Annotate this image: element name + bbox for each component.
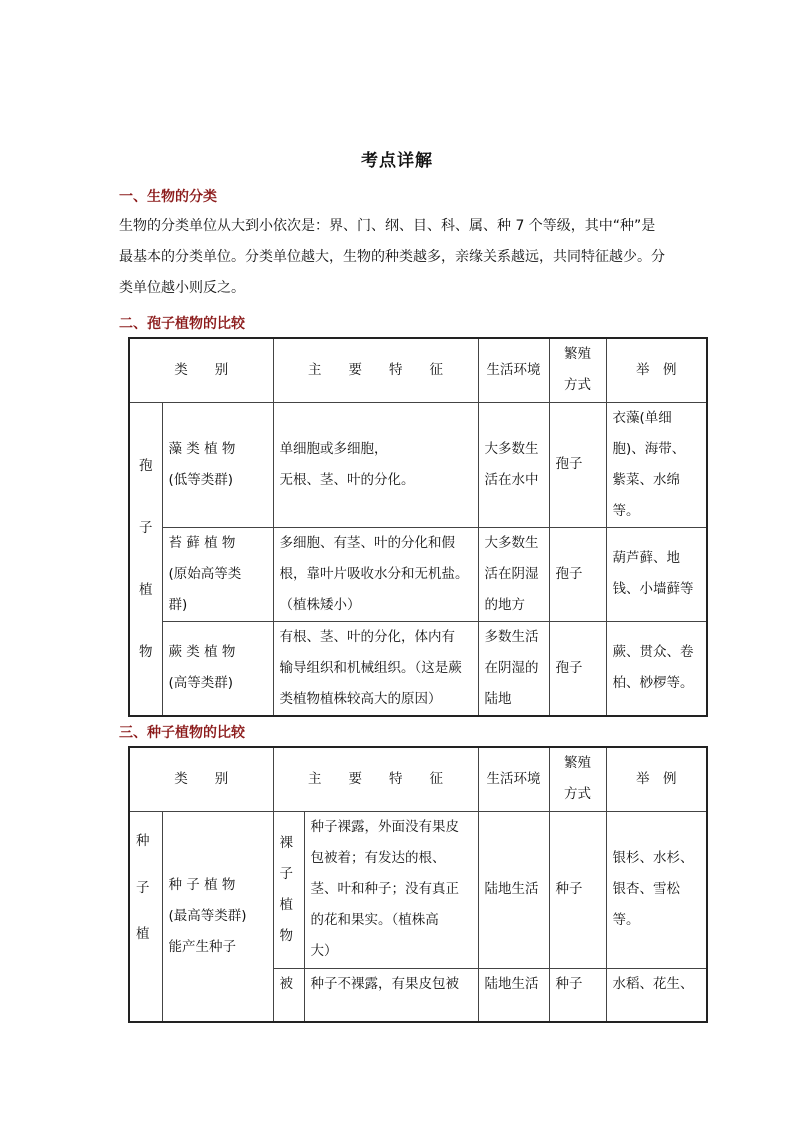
intro-line: 类单位越小则反之。 (119, 280, 245, 296)
table-row (129, 811, 707, 968)
features-line: 根，靠叶片吸收水分和无机盐。 (279, 565, 469, 582)
examples-line: 银杉、水杉、 (612, 850, 694, 866)
habitat-cell (478, 527, 549, 621)
reproduction-cell: 种子 (549, 968, 606, 1022)
plant-type-cell (162, 527, 273, 621)
group-char: 子 (139, 519, 153, 536)
features-line: （植株矮小） (279, 596, 361, 613)
table-row (129, 402, 707, 527)
features-cell (273, 527, 478, 621)
habitat-line: 的地方 (484, 596, 525, 613)
plant-type-note: (原始高等类 (168, 565, 242, 582)
plant-type-name: 苔 藓 植 物 (168, 534, 236, 551)
features-cell (273, 621, 478, 716)
features-line: 种子裸露，外面没有果皮 (310, 819, 459, 835)
group-char: 物 (139, 643, 153, 660)
header-examples: 举 例 (606, 338, 707, 402)
group-char: 植 (136, 925, 150, 942)
group-char: 孢 (139, 457, 153, 474)
header-examples: 举 例 (606, 747, 707, 811)
habitat-cell (478, 402, 549, 527)
features-line: 茎、叶和种子；没有真正 (310, 881, 459, 897)
plant-type-cell (162, 402, 273, 527)
section-heading-classification: 一、生物的分类 (119, 189, 217, 205)
examples-cell (606, 527, 707, 621)
subgroup-cell (273, 811, 304, 968)
habitat-line: 陆地 (484, 690, 512, 707)
header-reproduction-line: 繁殖 (564, 755, 591, 772)
plant-type-note: 能产生种子 (168, 938, 236, 955)
plant-type-cell (162, 621, 273, 716)
habitat-line: 在阴湿的 (484, 659, 539, 676)
examples-cell (606, 402, 707, 527)
header-reproduction (549, 338, 606, 402)
examples-line: 蕨、贯众、卷 (612, 644, 694, 660)
plant-type-note: (高等类群) (168, 675, 234, 691)
habitat-cell: 陆地生活 (478, 811, 549, 968)
plant-type-note: (低等类群) (168, 471, 234, 488)
features-cell (304, 811, 478, 968)
habitat-cell (478, 621, 549, 716)
header-category: 类 别 (129, 747, 273, 811)
header-reproduction-line: 方式 (564, 786, 591, 803)
examples-cell (606, 811, 707, 968)
group-char: 子 (136, 879, 150, 896)
plant-type-note: 群) (168, 596, 188, 613)
reproduction-cell: 种子 (549, 811, 606, 968)
features-line: 大） (310, 943, 338, 959)
plant-type-name: 种 子 植 物 (168, 876, 236, 893)
group-char: 种 (136, 832, 150, 849)
habitat-line: 大多数生 (484, 440, 539, 457)
features-line: 有根、茎、叶的分化，体内有 (279, 628, 455, 645)
intro-paragraph (119, 211, 679, 304)
subgroup-cell: 被 (273, 968, 304, 1022)
features-line: 多细胞、有茎、叶的分化和假 (279, 534, 455, 551)
reproduction-cell: 孢子 (549, 527, 606, 621)
subgroup-char: 植 (279, 896, 293, 913)
examples-line: 胞)、海带、 (612, 440, 686, 457)
habitat-cell: 陆地生活 (478, 968, 549, 1022)
examples-cell: 水稻、花生、 (606, 968, 707, 1022)
features-line: 类植物植株较高大的原因） (279, 690, 442, 707)
examples-cell (606, 621, 707, 716)
table-header-row (129, 747, 707, 811)
features-line: 的花和果实。（植株高 (310, 912, 439, 928)
intro-line: 最基本的分类单位。分类单位越大，生物的种类越多，亲缘关系越远，共同特征越少。分 (119, 249, 665, 265)
section-heading-seed-plants: 三、种子植物的比较 (119, 725, 245, 741)
features-line: 无根、茎、叶的分化。 (279, 471, 415, 488)
table-header-row (129, 338, 707, 402)
examples-line: 衣藻(单细 (612, 409, 672, 426)
examples-line: 葫芦藓、地 (612, 550, 680, 566)
seed-group-label (129, 811, 162, 1022)
intro-line: 生物的分类单位从大到小依次是：界、门、纲、目、科、属、种 7 个等级，其中“种”是 (119, 218, 656, 234)
habitat-line: 大多数生 (484, 534, 539, 551)
page-title: 考点详解 (361, 151, 433, 171)
reproduction-cell: 孢子 (549, 402, 606, 527)
seed-plant-table (128, 746, 708, 1023)
table-row (129, 527, 707, 621)
habitat-line: 多数生活 (484, 628, 539, 645)
header-habitat: 生活环境 (478, 747, 549, 811)
reproduction-cell: 孢子 (549, 621, 606, 716)
examples-line: 银杏、雪松 (612, 881, 680, 897)
features-line: 输导组织和机械组织。（这是蕨 (279, 659, 462, 676)
examples-line: 柏、桫椤等。 (612, 675, 694, 691)
plant-type-name: 蕨 类 植 物 (168, 644, 236, 660)
spore-group-label (129, 402, 162, 716)
plant-type-note: (最高等类群) (168, 907, 247, 924)
habitat-line: 活在水中 (484, 471, 539, 488)
features-line: 包被着；有发达的根、 (310, 850, 446, 866)
plant-type-name: 藻 类 植 物 (168, 440, 236, 457)
header-features: 主 要 特 征 (273, 338, 478, 402)
plant-type-cell (162, 811, 273, 1022)
habitat-line: 活在阴湿 (484, 565, 539, 582)
header-habitat: 生活环境 (478, 338, 549, 402)
subgroup-char: 裸 (279, 834, 293, 851)
section-heading-spore-plants: 二、孢子植物的比较 (119, 316, 245, 332)
examples-line: 等。 (612, 502, 640, 519)
header-category: 类 别 (129, 338, 273, 402)
features-cell: 种子不裸露，有果皮包被 (304, 968, 478, 1022)
subgroup-char: 子 (279, 865, 293, 882)
subgroup-char: 物 (279, 927, 293, 944)
spore-plant-table (128, 337, 708, 717)
features-cell (273, 402, 478, 527)
table-row (129, 621, 707, 716)
header-reproduction-line: 方式 (564, 377, 591, 394)
examples-line: 紫菜、水绵 (612, 471, 680, 488)
examples-line: 等。 (612, 912, 640, 928)
header-reproduction (549, 747, 606, 811)
examples-line: 钱、小墙藓等 (612, 581, 694, 597)
header-reproduction-line: 繁殖 (564, 346, 591, 363)
group-char: 植 (139, 581, 153, 598)
features-line: 单细胞或多细胞， (279, 440, 388, 457)
header-features: 主 要 特 征 (273, 747, 478, 811)
